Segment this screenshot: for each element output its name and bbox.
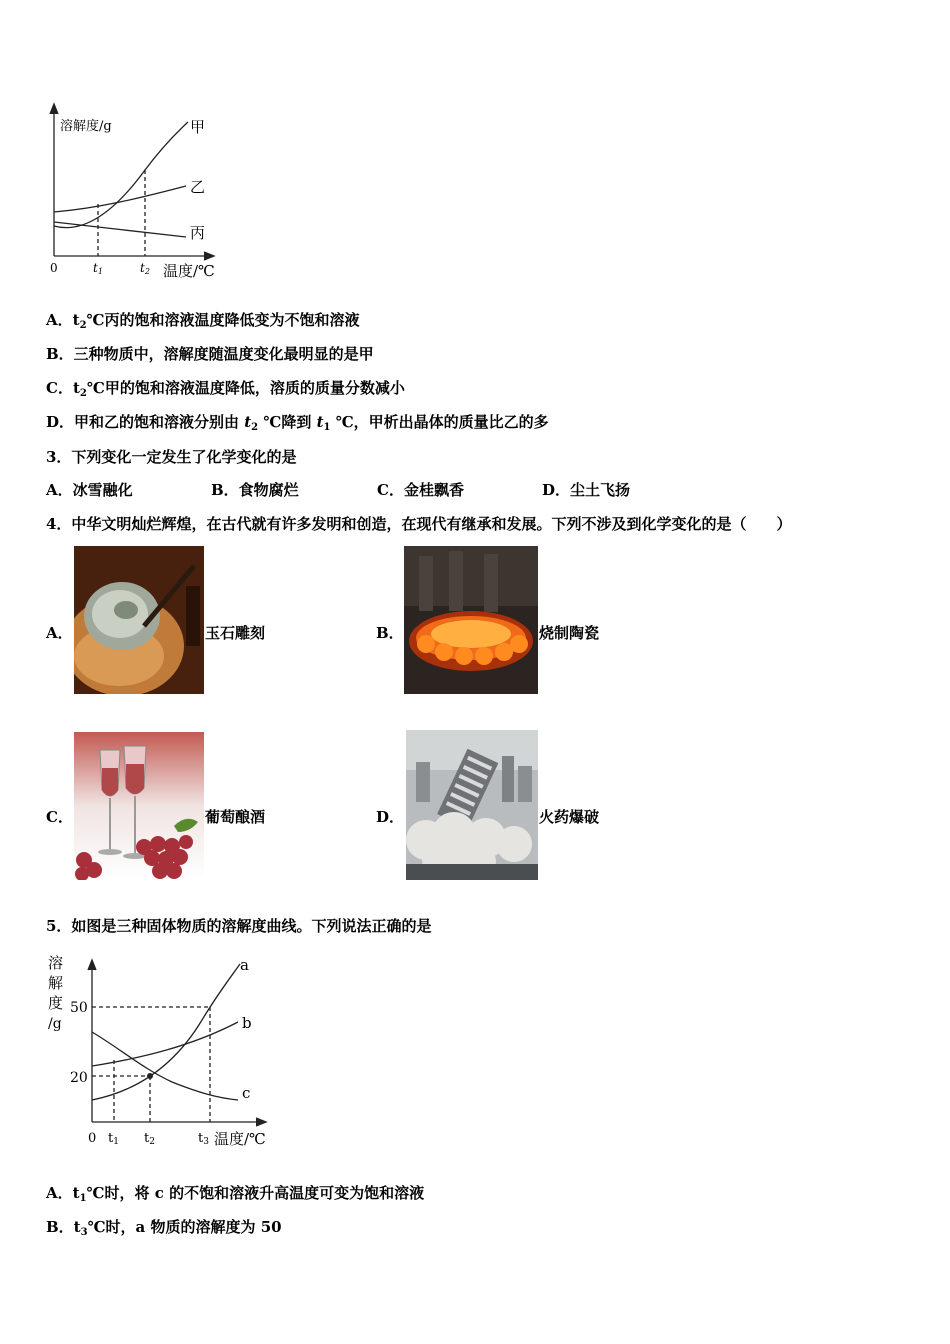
curve-bing bbox=[54, 222, 186, 237]
q5-option-a[interactable]: A．$t_1℃$时，将 c 的不饱和溶液升高温度可变为饱和溶液 bbox=[46, 1184, 425, 1204]
origin-label: 0 bbox=[50, 261, 58, 275]
q4-option-a-text: 玉石雕刻 bbox=[205, 624, 266, 642]
tick-t1: t1 bbox=[93, 261, 103, 276]
x-axis-arrow bbox=[256, 1118, 266, 1126]
ylabel: 溶解度/g bbox=[60, 119, 112, 134]
y-axis-arrow bbox=[88, 960, 96, 970]
x-axis-arrow bbox=[204, 252, 214, 260]
q4-stem: 4．中华文明灿烂辉煌，在古代就有许多发明和创造，在现代有继承和发展。下列不涉及到化学变化的是（ ） bbox=[46, 515, 792, 533]
q4-option-c-letter[interactable]: C． bbox=[46, 808, 73, 826]
q2-option-a[interactable]: A．$t_2℃$丙的饱和溶液温度降低变为不饱和溶液 bbox=[46, 311, 360, 331]
q4-option-b-letter[interactable]: B． bbox=[376, 624, 404, 642]
q2-option-b[interactable]: B．三种物质中，溶解度随温度变化最明显的是甲 bbox=[46, 345, 374, 363]
q2-option-d[interactable]: D．甲和乙的饱和溶液分别由 $t_2$ ℃降到 $t_1$ ℃，甲析出晶体的质量比乙的多 bbox=[46, 413, 549, 433]
q3-stem: 3．下列变化一定发生了化学变化的是 bbox=[46, 448, 297, 466]
q3-option-c[interactable]: C．金桂飘香 bbox=[377, 481, 464, 499]
tick-t2: t2 bbox=[140, 261, 150, 276]
solubility-chart-1 bbox=[40, 98, 230, 288]
ylabel-char-3: 度 bbox=[48, 994, 64, 1012]
curve-jia bbox=[54, 122, 188, 228]
q4-option-d-text: 火药爆破 bbox=[539, 808, 600, 826]
q5-option-b[interactable]: B．$t_3℃$时，a 物质的溶解度为 50 bbox=[46, 1218, 282, 1238]
intersection-point bbox=[147, 1073, 153, 1079]
q3-option-d[interactable]: D．尘土飞扬 bbox=[542, 481, 631, 499]
curve-b bbox=[92, 1022, 238, 1066]
xlabel: 温度/℃ bbox=[214, 1130, 266, 1148]
xlabel: 温度/℃ bbox=[163, 262, 215, 280]
ylabel-char-4: /g bbox=[48, 1016, 62, 1032]
series-label-b: b bbox=[242, 1014, 252, 1032]
ylabel-char-1: 溶 bbox=[48, 954, 64, 972]
demolition-image bbox=[406, 730, 538, 880]
ceramic-kiln-image bbox=[404, 546, 538, 694]
series-label-yi: 乙 bbox=[190, 178, 206, 196]
y-axis-arrow bbox=[50, 104, 58, 114]
series-label-jia: 甲 bbox=[190, 118, 206, 136]
tick-50: 50 bbox=[70, 1000, 88, 1016]
q2-option-c[interactable]: C．$t_2℃$甲的饱和溶液温度降低，溶质的质量分数减小 bbox=[46, 379, 405, 399]
q3-option-b[interactable]: B．食物腐烂 bbox=[211, 481, 299, 499]
grape-wine-image bbox=[74, 732, 204, 880]
tick-20: 20 bbox=[70, 1070, 88, 1086]
tick-t1: t1 bbox=[108, 1131, 119, 1147]
tick-t3: t3 bbox=[198, 1131, 209, 1147]
ylabel-char-2: 解 bbox=[48, 974, 64, 992]
q4-option-d-letter[interactable]: D． bbox=[376, 808, 405, 826]
q4-option-c-text: 葡萄酿酒 bbox=[205, 808, 266, 826]
solubility-chart-2 bbox=[42, 950, 282, 1150]
origin-label: 0 bbox=[88, 1131, 97, 1146]
q4-option-b-text: 烧制陶瓷 bbox=[539, 624, 600, 642]
tick-t2: t2 bbox=[144, 1131, 155, 1147]
q5-stem: 5．如图是三种固体物质的溶解度曲线。下列说法正确的是 bbox=[46, 917, 432, 935]
series-label-bing: 丙 bbox=[190, 224, 206, 242]
q3-option-a[interactable]: A．冰雪融化 bbox=[46, 481, 133, 499]
q4-option-a-letter[interactable]: A． bbox=[46, 624, 73, 642]
jade-carving-image bbox=[74, 546, 204, 694]
series-label-a: a bbox=[240, 956, 249, 974]
series-label-c: c bbox=[242, 1084, 251, 1102]
